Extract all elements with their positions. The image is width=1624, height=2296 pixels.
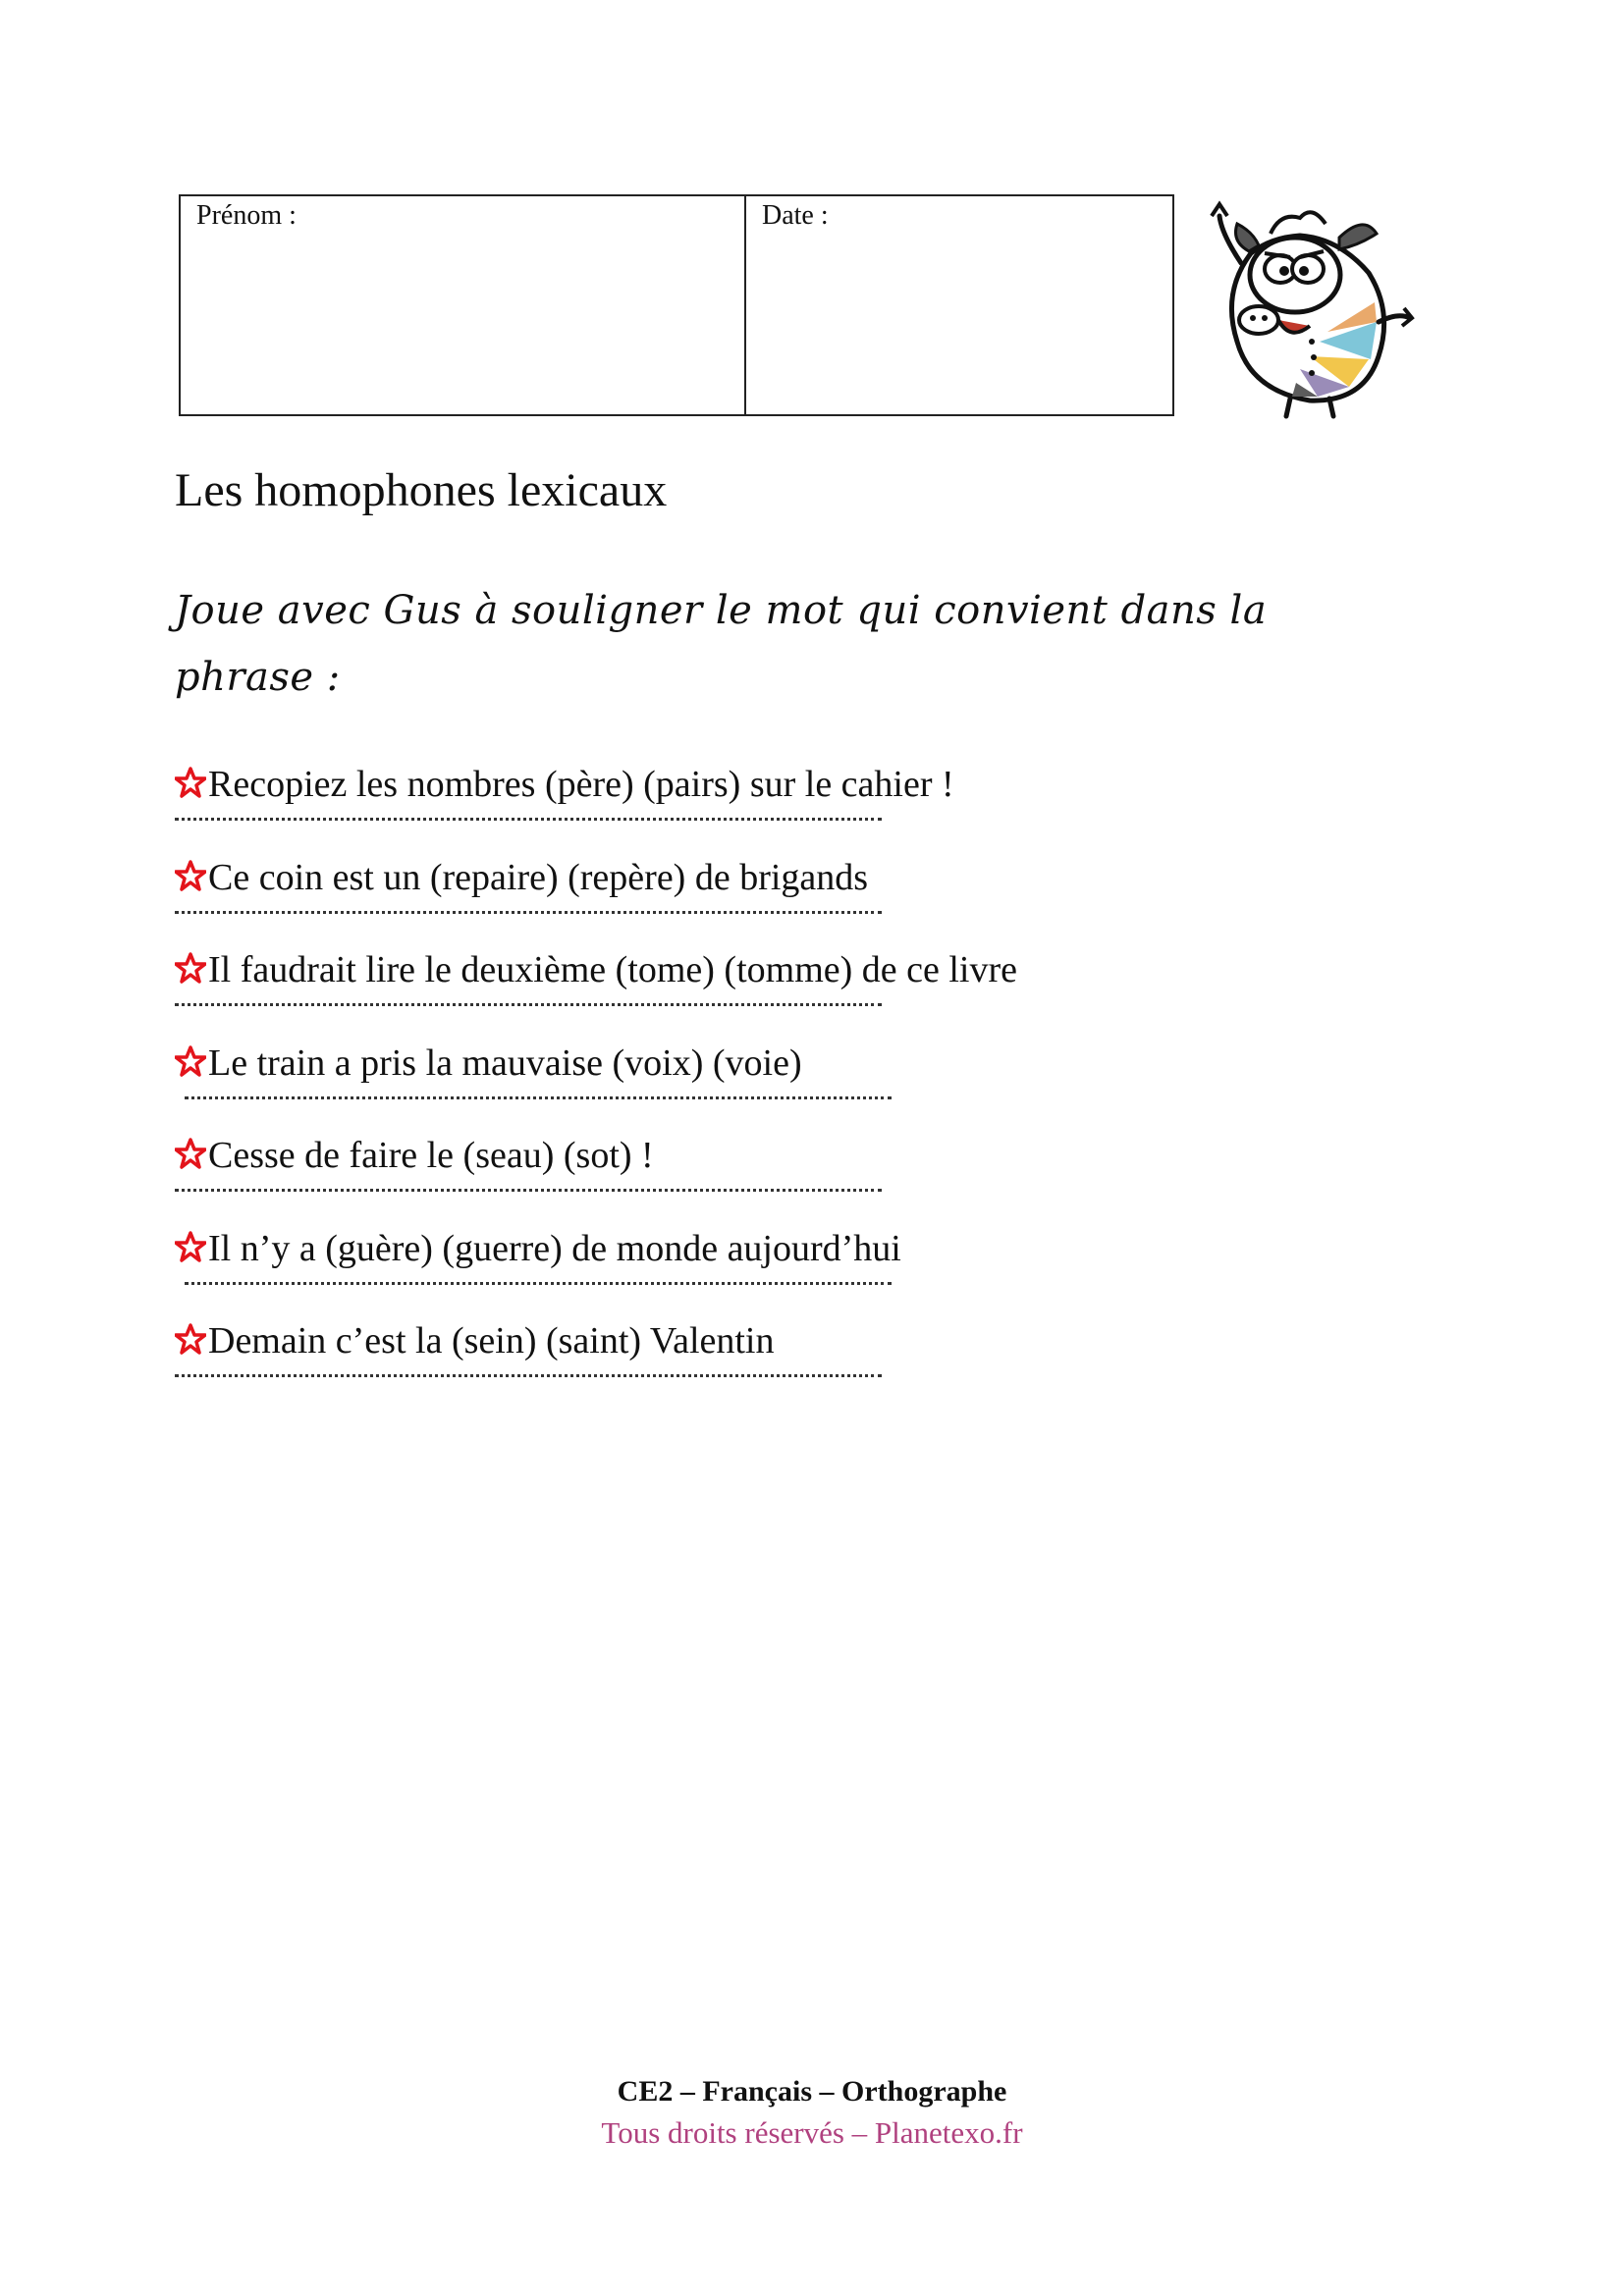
answer-line[interactable] [175, 1374, 882, 1377]
exercise-item [175, 946, 1451, 1040]
exercise-item [175, 1132, 1451, 1225]
exercise-item [175, 1317, 1451, 1411]
exercise-text: Demain c’est la (sein) (saint) Valentin [208, 1320, 775, 1362]
exercise-text: Il faudrait lire le deuxième (tome) (tomme) de ce livre [208, 949, 1018, 990]
answer-line[interactable] [185, 1282, 892, 1285]
sheep-mascot-illustration [1202, 194, 1418, 422]
star-icon [175, 1045, 206, 1077]
exercise-text: Ce coin est un (repaire) (repère) de brigands [208, 856, 869, 898]
exercise-item [175, 1225, 1451, 1318]
star-icon [175, 952, 206, 984]
exercise-text: Il n’y a (guère) (guerre) de monde aujourd’hui [208, 1227, 901, 1269]
exercise-item [175, 854, 1451, 947]
exercise-item [175, 761, 1451, 854]
answer-line[interactable] [175, 1189, 882, 1192]
date-label: Date : [762, 200, 829, 231]
exercise-sentence [175, 854, 868, 901]
exercise-item [175, 1040, 1451, 1133]
name-label: Prénom : [196, 200, 297, 231]
exercise-sentence [175, 1132, 654, 1179]
footer-copyright: Tous droits réservés – Planetexo.fr [601, 2115, 1023, 2150]
page-title: Les homophones lexicaux [175, 464, 668, 516]
star-icon [175, 1138, 206, 1169]
exercise-sentence [175, 761, 954, 808]
answer-line[interactable] [175, 818, 882, 821]
star-icon [175, 1231, 206, 1262]
answer-line[interactable] [185, 1096, 892, 1099]
footer-subject: CE2 – Français – Orthographe [617, 2075, 1007, 2108]
exercise-sentence [175, 1040, 802, 1087]
exercise-text: Le train a pris la mauvaise (voix) (voie) [208, 1041, 802, 1084]
exercise-list [175, 761, 1451, 1411]
exercise-sentence [175, 946, 1017, 993]
student-info-box [179, 194, 1174, 416]
star-icon [175, 767, 206, 798]
name-field[interactable] [181, 196, 746, 414]
star-icon [175, 860, 206, 891]
answer-line[interactable] [175, 1003, 882, 1006]
date-field[interactable] [746, 196, 1172, 414]
star-icon [175, 1323, 206, 1355]
exercise-sentence [175, 1317, 775, 1364]
exercise-sentence [175, 1225, 901, 1272]
exercise-text: Cesse de faire le (seau) (sot) ! [208, 1135, 654, 1176]
exercise-text: Recopiez les nombres (père) (pairs) sur le cahier ! [208, 764, 954, 805]
answer-line[interactable] [175, 911, 882, 914]
exercise-instruction: Joue avec Gus à souligner le mot qui convient dans la phrase : [175, 588, 1268, 700]
